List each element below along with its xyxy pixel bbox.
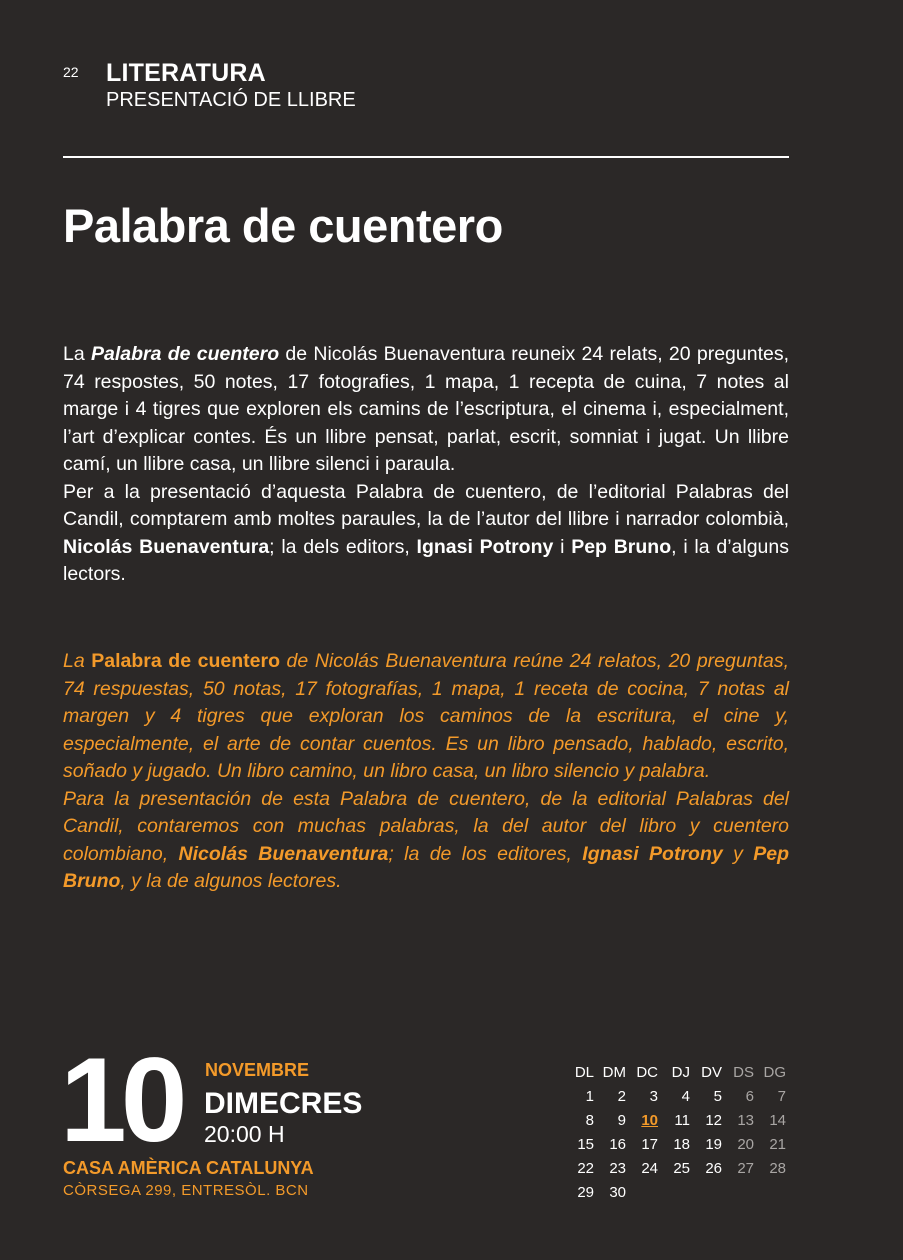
- calendar-week-row: [562, 1156, 786, 1180]
- calendar-day: 1: [585, 1087, 594, 1105]
- catalan-paragraph-1: La Palabra de cuentero de Nicolás Buenaventura reuneix 24 relats, 20 preguntes, 74 respostes, 50 notes, 17 fotografies, 1 mapa, 1 recepta de cuina, 7 notes al marge i 4 tigres que exploren els camins de l’escriptura, el cinema i, especialment, l’art d’explicar contes. És un llibre pensat, parlat, escrit, somniat i jugat. Un llibre camí, un llibre casa, un llibre silenci i paraula.: [63, 343, 790, 475]
- calendar-day: [658, 1180, 690, 1204]
- calendar-weekday-header: DJ: [671, 1063, 690, 1081]
- calendar-day: 23: [609, 1159, 626, 1177]
- calendar-day: 6: [745, 1087, 754, 1105]
- event-venue: CASA AMÈRICA CATALUNYA: [63, 1158, 314, 1178]
- calendar-day: 12: [705, 1111, 722, 1129]
- calendar-weekday-header: DL: [574, 1063, 594, 1081]
- calendar-day: [690, 1180, 722, 1204]
- calendar-day: 22: [577, 1159, 594, 1177]
- calendar-day: 25: [673, 1159, 690, 1177]
- calendar-day: [722, 1180, 754, 1204]
- catalan-text: [63, 341, 789, 589]
- calendar-day: 19: [705, 1135, 722, 1153]
- calendar-day: [754, 1180, 786, 1204]
- calendar-day: 3: [649, 1087, 658, 1105]
- event-month: NOVEMBRE: [205, 1060, 310, 1080]
- calendar-day: 24: [641, 1159, 658, 1177]
- calendar-day: 11: [674, 1111, 690, 1129]
- event-weekday: DIMECRES: [204, 1087, 363, 1120]
- calendar-day: 26: [705, 1159, 722, 1177]
- calendar-week-row: [562, 1180, 786, 1204]
- calendar-day: 21: [769, 1135, 786, 1153]
- calendar-day: 5: [713, 1087, 722, 1105]
- calendar-day: 28: [769, 1159, 786, 1177]
- calendar-day: 29: [577, 1183, 594, 1201]
- calendar-day: 4: [681, 1087, 690, 1105]
- calendar-day: 20: [737, 1135, 754, 1153]
- calendar-day: 18: [673, 1135, 690, 1153]
- calendar-day: 16: [609, 1135, 626, 1153]
- calendar-day: 2: [617, 1087, 626, 1105]
- section-header: [106, 58, 356, 112]
- event-day: 10: [60, 1033, 182, 1167]
- calendar-day: 30: [609, 1183, 626, 1201]
- calendar-day: 27: [737, 1159, 754, 1177]
- event-time: 20:00 H: [204, 1121, 285, 1147]
- calendar-day: 9: [617, 1111, 626, 1129]
- spanish-text: [63, 648, 789, 896]
- calendar-weekday-header: DC: [636, 1063, 658, 1081]
- page-title: Palabra de cuentero: [63, 199, 503, 252]
- calendar-week-row: [562, 1132, 786, 1156]
- spanish-paragraph-2: Para la presentación de esta Palabra de cuentero, de la editorial Palabras del Candil, contaremos con muchas palabras, la del autor del libro y cuentero colombiano, Nicolás Buenaventura; la de los editores, Ignasi Potrony y Pep Bruno, y la de algunos lectores.: [63, 787, 789, 892]
- calendar: [562, 1060, 786, 1204]
- calendar-day: [626, 1180, 658, 1204]
- event-address: CÒRSEGA 299, ENTRESÒL. BCN: [63, 1182, 309, 1199]
- divider: [63, 156, 789, 158]
- calendar-weekday-header: DG: [763, 1063, 786, 1081]
- page-number: 22: [63, 64, 79, 80]
- calendar-week-row: [562, 1084, 786, 1108]
- calendar-day: 17: [641, 1135, 658, 1153]
- section-title: LITERATURA: [106, 59, 266, 87]
- calendar-weekday-header: DV: [701, 1063, 722, 1081]
- calendar-header-row: [562, 1060, 786, 1084]
- calendar-day: 14: [769, 1111, 786, 1129]
- calendar-day: 13: [737, 1111, 754, 1129]
- catalan-paragraph-2: Per a la presentació d’aquesta Palabra de cuentero, de l’editorial Palabras del Candil, comptarem amb moltes paraules, la de l’autor del llibre i narrador colombià, Nicolás Buenaventura; la dels editors, Ignasi Potrony i Pep Bruno, i la d’alguns lectors.: [63, 480, 789, 585]
- calendar-weekday-header: DM: [602, 1063, 626, 1081]
- calendar-week-row: [562, 1108, 786, 1132]
- calendar-day: 8: [585, 1111, 594, 1129]
- calendar-day: 15: [577, 1135, 594, 1153]
- section-subtitle: PRESENTACIÓ DE LLIBRE: [106, 89, 356, 111]
- spanish-paragraph-1: La Palabra de cuentero de Nicolás Buenaventura reúne 24 relatos, 20 preguntas, 74 respuestas, 50 notas, 17 fotografías, 1 mapa, 1 receta de cocina, 7 notas al margen y 4 tigres que exploran los caminos de la escritura, el cine y, especialmente, el arte de contar cuentos. Es un libro pensado, hablado, escrito, soñado y jugado. Un libro camino, un libro casa, un libro silencio y palabra.: [63, 650, 789, 782]
- calendar-day: 7: [777, 1087, 786, 1105]
- calendar-day-highlighted: 10: [641, 1111, 658, 1129]
- calendar-weekday-header: DS: [733, 1063, 754, 1081]
